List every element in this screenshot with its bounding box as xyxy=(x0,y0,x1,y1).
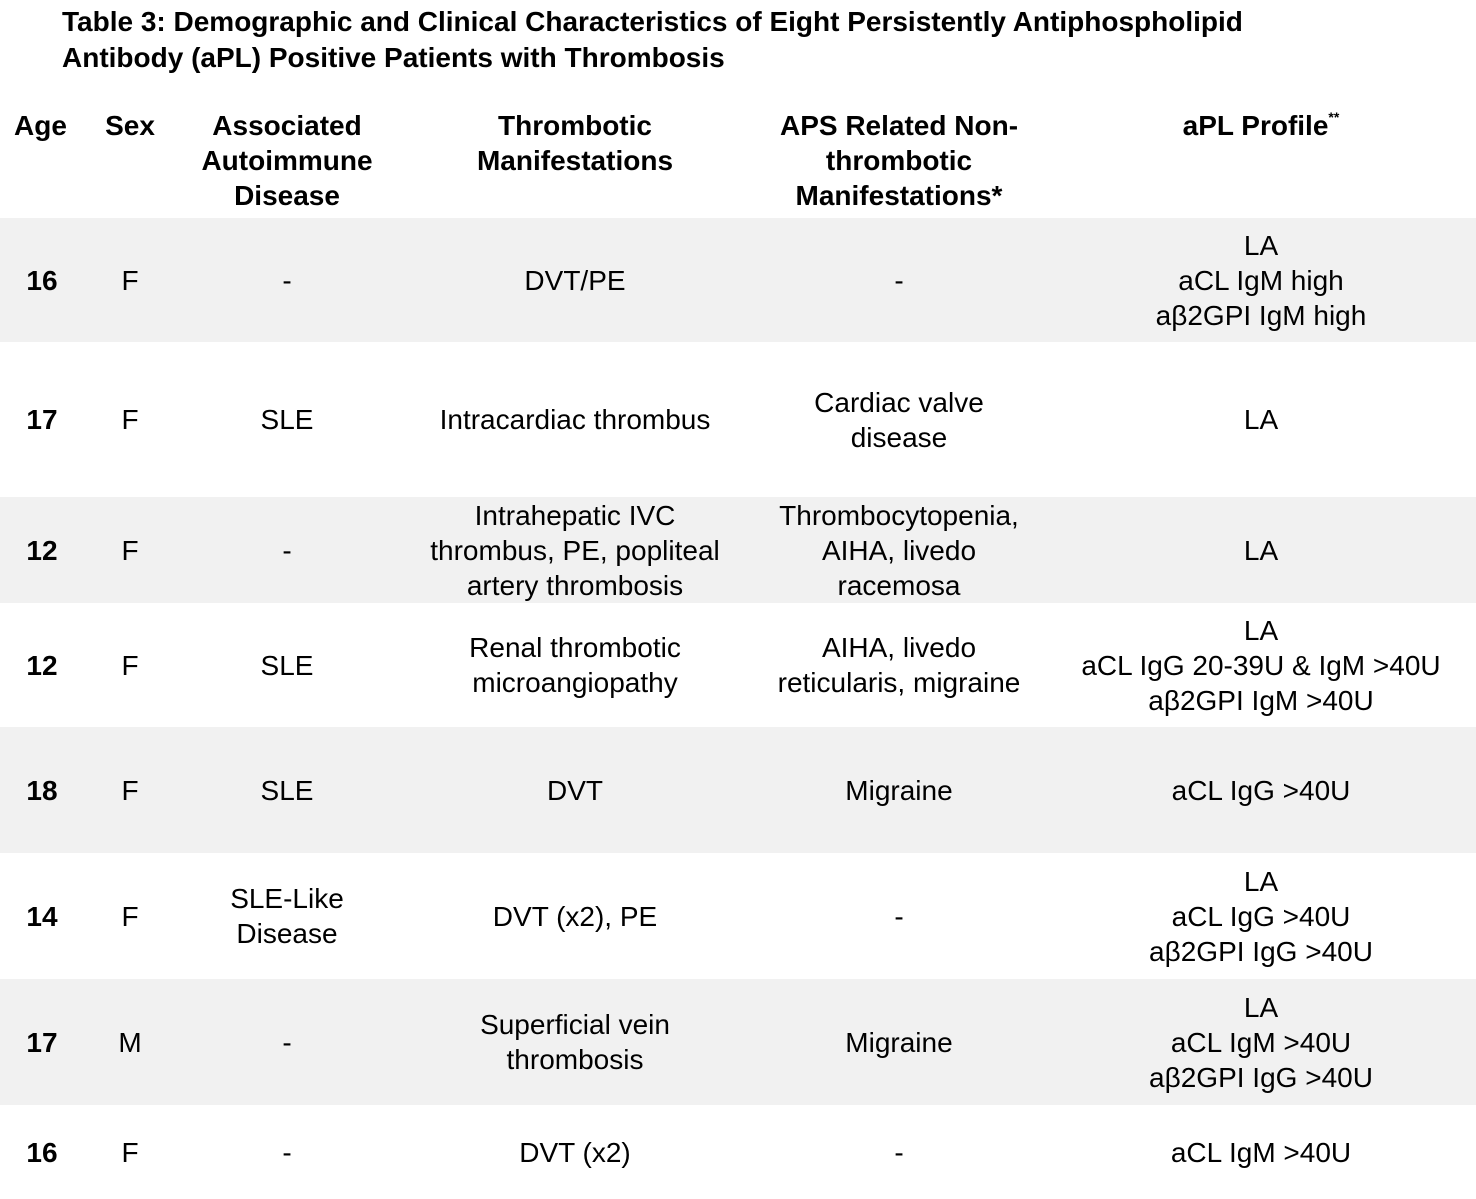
nonthrombotic-cell xyxy=(752,218,1046,342)
nonthrombotic-cell xyxy=(752,1105,1046,1199)
apl-cell-line: LA xyxy=(1243,865,1279,897)
autoimmune-cell xyxy=(176,1105,398,1199)
nonthrombotic-cell-line: AIHA, livedo xyxy=(821,534,977,566)
autoimmune-cell-line: - xyxy=(282,1026,292,1058)
thrombotic-cell-line: thrombus, PE, popliteal xyxy=(430,534,720,566)
nonthrombotic-cell-line: reticularis, migraine xyxy=(777,667,1021,698)
autoimmune-cell xyxy=(176,979,398,1105)
age-cell: 17 xyxy=(26,404,58,435)
characteristics-table xyxy=(0,108,1476,1199)
nonthrombotic-cell-line: - xyxy=(894,1136,904,1168)
thrombotic-cell-line: DVT (x2) xyxy=(519,1136,631,1168)
apl-cell-line: aCL IgG >40U xyxy=(1171,774,1351,806)
nonthrombotic-cell-line: - xyxy=(894,900,904,932)
header-autoimmune-line: Autoimmune xyxy=(201,145,373,176)
thrombotic-cell xyxy=(398,1105,752,1199)
apl-cell-line: aCL IgG >40U xyxy=(1171,900,1351,932)
apl-cell xyxy=(1046,342,1476,497)
autoimmune-cell-line: SLE xyxy=(260,774,314,806)
apl-cell xyxy=(1046,497,1476,603)
apl-cell xyxy=(1046,1105,1476,1199)
thrombotic-cell xyxy=(398,218,752,342)
header-row xyxy=(0,108,1476,218)
apl-cell-line: aCL IgM >40U xyxy=(1170,1026,1352,1058)
apl-cell-line: aCL IgM >40U xyxy=(1170,1136,1352,1168)
caption-line-2: Antibody (aPL) Positive Patients with Thrombosis xyxy=(62,42,725,73)
apl-cell-line: aCL IgG 20-39U & IgM >40U xyxy=(1081,649,1441,681)
autoimmune-cell xyxy=(176,727,398,853)
header-autoimmune-line: Associated xyxy=(212,110,362,141)
header-thrombotic-line: Manifestations xyxy=(476,145,674,176)
header-apl-footnote-mark: ** xyxy=(1328,109,1340,125)
thrombotic-cell xyxy=(398,853,752,979)
age-cell: 17 xyxy=(0,979,84,1105)
autoimmune-cell xyxy=(176,497,398,603)
thrombotic-cell-line: DVT xyxy=(547,774,603,806)
thrombotic-cell-line: Renal thrombotic xyxy=(469,632,681,663)
thrombotic-cell-line: microangiopathy xyxy=(472,667,678,698)
nonthrombotic-cell-line: AIHA, livedo xyxy=(821,632,977,663)
header-autoimmune-line: Disease xyxy=(234,180,340,211)
apl-cell-line: LA xyxy=(1243,404,1279,435)
autoimmune-cell-line: - xyxy=(282,264,292,296)
apl-cell-line: LA xyxy=(1243,229,1279,261)
thrombotic-cell xyxy=(398,497,752,603)
header-apl-label: aPL Profile xyxy=(1182,110,1329,141)
apl-cell-line: LA xyxy=(1243,614,1279,646)
table-row xyxy=(0,1105,1476,1199)
autoimmune-cell xyxy=(176,603,398,727)
table-row xyxy=(0,603,1476,727)
apl-cell-line: aβ2GPI IgG >40U xyxy=(1149,1061,1373,1093)
table-caption xyxy=(62,4,1442,76)
autoimmune-cell-line: - xyxy=(282,1136,292,1168)
thrombotic-cell-line: Intrahepatic IVC xyxy=(474,499,676,531)
nonthrombotic-cell xyxy=(752,979,1046,1105)
nonthrombotic-cell-line: Migraine xyxy=(845,774,953,806)
apl-cell-line: aβ2GPI IgM high xyxy=(1155,299,1367,331)
age-cell: 12 xyxy=(0,497,84,603)
header-nonthrombotic xyxy=(752,108,1046,218)
nonthrombotic-cell-line: - xyxy=(894,264,904,296)
apl-cell xyxy=(1046,979,1476,1105)
age-cell: 12 xyxy=(26,649,58,681)
nonthrombotic-cell-line: Thrombocytopenia, xyxy=(779,499,1019,531)
sex-cell: F xyxy=(121,1136,139,1168)
autoimmune-cell-line: SLE xyxy=(260,649,314,681)
nonthrombotic-cell xyxy=(752,727,1046,853)
apl-cell xyxy=(1046,603,1476,727)
table-body xyxy=(0,218,1476,1199)
nonthrombotic-cell xyxy=(752,497,1046,603)
apl-cell-line: aCL IgM high xyxy=(1178,264,1344,296)
age-cell: 16 xyxy=(0,218,84,342)
apl-cell-line: LA xyxy=(1243,991,1279,1023)
header-nonthrombotic-line: thrombotic xyxy=(825,145,973,176)
nonthrombotic-cell-line: Cardiac valve xyxy=(814,386,984,418)
header-nonthrombotic-line: APS Related Non- xyxy=(779,110,1019,141)
sex-cell: F xyxy=(121,649,139,681)
header-age: Age xyxy=(14,110,67,141)
apl-cell xyxy=(1046,853,1476,979)
nonthrombotic-cell-line: Migraine xyxy=(845,1026,953,1058)
thrombotic-cell-line: thrombosis xyxy=(506,1044,644,1075)
thrombotic-cell xyxy=(398,603,752,727)
sex-cell: M xyxy=(84,979,176,1105)
sex-cell: F xyxy=(121,900,139,932)
autoimmune-cell-line: SLE xyxy=(260,404,314,435)
table-row xyxy=(0,853,1476,979)
apl-cell xyxy=(1046,727,1476,853)
table-row xyxy=(0,979,1476,1105)
nonthrombotic-cell xyxy=(752,342,1046,497)
table-row xyxy=(0,727,1476,853)
nonthrombotic-cell xyxy=(752,853,1046,979)
header-sex: Sex xyxy=(105,110,155,141)
autoimmune-cell-line: SLE-Like xyxy=(230,883,344,914)
apl-cell-line: aβ2GPI IgM >40U xyxy=(1148,684,1374,716)
apl-cell-line: aβ2GPI IgG >40U xyxy=(1149,935,1373,967)
age-cell: 14 xyxy=(26,900,58,932)
age-cell: 16 xyxy=(26,1136,58,1168)
thrombotic-cell-line: Superficial vein xyxy=(480,1009,670,1040)
sex-cell: F xyxy=(84,218,176,342)
table-row xyxy=(0,497,1476,603)
thrombotic-cell xyxy=(398,727,752,853)
caption-line-1: Table 3: Demographic and Clinical Characteristics of Eight Persistently Antiphospholipid xyxy=(62,6,1243,37)
thrombotic-cell-line: artery thrombosis xyxy=(466,569,684,601)
autoimmune-cell xyxy=(176,853,398,979)
sex-cell: F xyxy=(84,497,176,603)
header-nonthrombotic-line: Manifestations* xyxy=(795,180,1003,211)
autoimmune-cell-line: Disease xyxy=(236,918,338,949)
thrombotic-cell-line: DVT/PE xyxy=(524,264,626,296)
nonthrombotic-cell xyxy=(752,603,1046,727)
thrombotic-cell-line: Intracardiac thrombus xyxy=(439,404,711,435)
sex-cell: F xyxy=(84,727,176,853)
apl-cell xyxy=(1046,218,1476,342)
nonthrombotic-cell-line: racemosa xyxy=(837,569,961,601)
age-cell: 18 xyxy=(0,727,84,853)
header-autoimmune xyxy=(176,108,398,218)
autoimmune-cell xyxy=(176,342,398,497)
sex-cell: F xyxy=(121,404,139,435)
table-row xyxy=(0,218,1476,342)
autoimmune-cell xyxy=(176,218,398,342)
thrombotic-cell-line: DVT (x2), PE xyxy=(492,900,658,932)
thrombotic-cell xyxy=(398,979,752,1105)
thrombotic-cell xyxy=(398,342,752,497)
header-apl xyxy=(1046,108,1476,218)
apl-cell-line: LA xyxy=(1243,534,1279,566)
nonthrombotic-cell-line: disease xyxy=(850,421,948,453)
autoimmune-cell-line: - xyxy=(282,534,292,566)
header-thrombotic xyxy=(398,108,752,218)
header-thrombotic-line: Thrombotic xyxy=(498,110,652,141)
table-row xyxy=(0,342,1476,497)
